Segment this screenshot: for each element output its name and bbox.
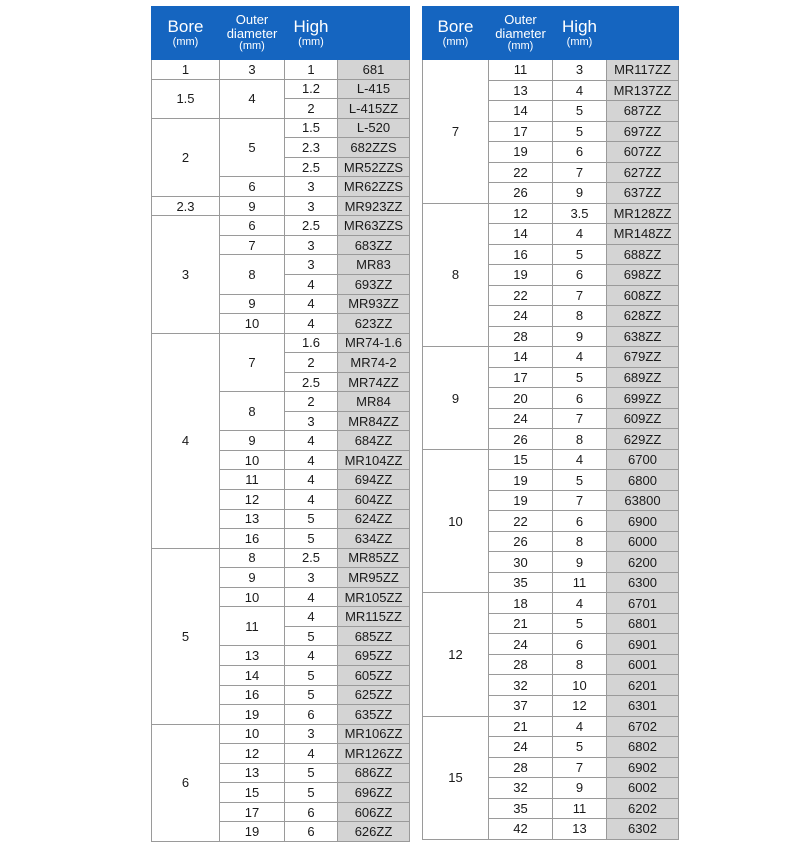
cell-outer-diameter: 19 xyxy=(489,142,553,163)
cell-part-number: MR84 xyxy=(338,392,410,412)
cell-high: 13 xyxy=(553,819,607,840)
cell-outer-diameter: 22 xyxy=(489,285,553,306)
cell-high: 4 xyxy=(553,593,607,614)
cell-outer-diameter: 10 xyxy=(220,587,285,607)
cell-high: 5 xyxy=(553,244,607,265)
cell-high: 2.5 xyxy=(285,372,338,392)
cell-outer-diameter: 9 xyxy=(220,294,285,314)
cell-outer-diameter: 10 xyxy=(220,314,285,334)
cell-high: 7 xyxy=(553,162,607,183)
cell-high: 9 xyxy=(553,183,607,204)
cell-part-number: 6301 xyxy=(607,695,679,716)
cell-part-number: L-415ZZ xyxy=(338,99,410,119)
header-outer-unit: (mm) xyxy=(239,40,265,53)
cell-high: 4 xyxy=(553,449,607,470)
header-bore-unit: (mm) xyxy=(442,35,469,48)
header-high-unit: (mm) xyxy=(298,35,324,48)
header-bore-unit: (mm) xyxy=(172,35,199,48)
cell-high: 4 xyxy=(285,314,338,334)
cell-part-number: MR148ZZ xyxy=(607,224,679,245)
cell-outer-diameter: 16 xyxy=(220,529,285,549)
cell-part-number: 6002 xyxy=(607,778,679,799)
cell-bore: 12 xyxy=(423,593,489,716)
cell-outer-diameter: 19 xyxy=(489,265,553,286)
cell-part-number: MR52ZZS xyxy=(338,157,410,177)
cell-high: 3.5 xyxy=(553,203,607,224)
cell-part-number: 685ZZ xyxy=(338,626,410,646)
cell-part-number: 6000 xyxy=(607,531,679,552)
header-outer-label-line1: Outer xyxy=(504,12,537,28)
cell-high: 6 xyxy=(553,265,607,286)
cell-part-number: 6900 xyxy=(607,511,679,532)
cell-high: 5 xyxy=(285,626,338,646)
cell-part-number: 684ZZ xyxy=(338,431,410,451)
table-row xyxy=(152,216,410,236)
cell-high: 2.3 xyxy=(285,138,338,158)
cell-outer-diameter: 28 xyxy=(489,326,553,347)
cell-high: 5 xyxy=(553,470,607,491)
table-row xyxy=(423,347,679,368)
cell-outer-diameter: 28 xyxy=(489,757,553,778)
cell-outer-diameter: 20 xyxy=(489,388,553,409)
cell-high: 4 xyxy=(285,646,338,666)
cell-part-number: 6901 xyxy=(607,634,679,655)
cell-high: 6 xyxy=(553,634,607,655)
cell-high: 8 xyxy=(553,306,607,327)
cell-part-number: 604ZZ xyxy=(338,490,410,510)
cell-high: 1 xyxy=(285,60,338,80)
table-row xyxy=(152,333,410,353)
cell-outer-diameter: 37 xyxy=(489,695,553,716)
table-body-right xyxy=(423,60,679,840)
cell-bore: 15 xyxy=(423,716,489,839)
cell-high: 1.6 xyxy=(285,333,338,353)
cell-part-number: 687ZZ xyxy=(607,101,679,122)
header-high xyxy=(553,7,607,60)
cell-outer-diameter: 13 xyxy=(220,646,285,666)
header-row xyxy=(152,7,410,60)
cell-part-number: 637ZZ xyxy=(607,183,679,204)
cell-high: 6 xyxy=(285,802,338,822)
cell-part-number: L-520 xyxy=(338,118,410,138)
header-bore xyxy=(423,7,489,60)
cell-high: 4 xyxy=(285,744,338,764)
cell-part-number: MR74-2 xyxy=(338,353,410,373)
cell-part-number: 605ZZ xyxy=(338,665,410,685)
cell-outer-diameter: 9 xyxy=(220,568,285,588)
cell-high: 1.2 xyxy=(285,79,338,99)
cell-outer-diameter: 24 xyxy=(489,306,553,327)
cell-outer-diameter: 10 xyxy=(220,724,285,744)
cell-high: 5 xyxy=(285,665,338,685)
cell-high: 5 xyxy=(553,367,607,388)
cell-outer-diameter: 19 xyxy=(489,490,553,511)
cell-high: 4 xyxy=(553,347,607,368)
cell-part-number: 695ZZ xyxy=(338,646,410,666)
cell-part-number: 606ZZ xyxy=(338,802,410,822)
cell-outer-diameter: 7 xyxy=(220,235,285,255)
cell-part-number: 689ZZ xyxy=(607,367,679,388)
cell-outer-diameter: 16 xyxy=(489,244,553,265)
table-row xyxy=(423,203,679,224)
cell-high: 6 xyxy=(285,822,338,842)
header-high-label: High xyxy=(562,16,597,36)
cell-outer-diameter: 15 xyxy=(220,783,285,803)
cell-outer-diameter: 26 xyxy=(489,531,553,552)
cell-high: 9 xyxy=(553,552,607,573)
cell-part-number: 6902 xyxy=(607,757,679,778)
cell-part-number: 679ZZ xyxy=(607,347,679,368)
cell-part-number: 626ZZ xyxy=(338,822,410,842)
bearing-table-right xyxy=(422,6,679,840)
cell-part-number: 624ZZ xyxy=(338,509,410,529)
cell-high: 7 xyxy=(553,490,607,511)
cell-part-number: 608ZZ xyxy=(607,285,679,306)
cell-part-number: 638ZZ xyxy=(607,326,679,347)
cell-outer-diameter: 14 xyxy=(220,665,285,685)
cell-part-number: 694ZZ xyxy=(338,470,410,490)
cell-high: 11 xyxy=(553,572,607,593)
header-part-number xyxy=(607,7,679,60)
cell-high: 1.5 xyxy=(285,118,338,138)
cell-part-number: 681 xyxy=(338,60,410,80)
cell-outer-diameter: 28 xyxy=(489,654,553,675)
cell-high: 4 xyxy=(553,224,607,245)
header-bore-label: Bore xyxy=(167,16,204,36)
cell-high: 2.5 xyxy=(285,157,338,177)
cell-high: 4 xyxy=(285,490,338,510)
cell-outer-diameter: 26 xyxy=(489,183,553,204)
cell-outer-diameter: 42 xyxy=(489,819,553,840)
cell-high: 2 xyxy=(285,353,338,373)
cell-outer-diameter: 8 xyxy=(220,392,285,431)
cell-part-number: MR115ZZ xyxy=(338,607,410,627)
cell-bore: 3 xyxy=(152,216,220,333)
cell-part-number: 6701 xyxy=(607,593,679,614)
cell-part-number: MR93ZZ xyxy=(338,294,410,314)
table-row xyxy=(152,60,410,80)
cell-part-number: 635ZZ xyxy=(338,705,410,725)
cell-outer-diameter: 15 xyxy=(489,449,553,470)
cell-outer-diameter: 14 xyxy=(489,101,553,122)
cell-bore: 4 xyxy=(152,333,220,548)
cell-part-number: MR105ZZ xyxy=(338,587,410,607)
cell-part-number: 686ZZ xyxy=(338,763,410,783)
cell-high: 10 xyxy=(553,675,607,696)
header-outer-diameter xyxy=(220,7,285,60)
cell-outer-diameter: 21 xyxy=(489,613,553,634)
table-row xyxy=(152,79,410,99)
cell-part-number: 634ZZ xyxy=(338,529,410,549)
cell-part-number: 609ZZ xyxy=(607,408,679,429)
table-header-right xyxy=(423,7,679,60)
cell-outer-diameter: 17 xyxy=(220,802,285,822)
cell-part-number: 623ZZ xyxy=(338,314,410,334)
cell-high: 5 xyxy=(553,737,607,758)
cell-part-number: 683ZZ xyxy=(338,235,410,255)
cell-high: 4 xyxy=(553,80,607,101)
cell-outer-diameter: 24 xyxy=(489,737,553,758)
cell-bore: 7 xyxy=(423,60,489,204)
cell-part-number: 6202 xyxy=(607,798,679,819)
cell-bore: 2.3 xyxy=(152,196,220,216)
cell-high: 4 xyxy=(553,716,607,737)
cell-part-number: 688ZZ xyxy=(607,244,679,265)
cell-high: 5 xyxy=(285,529,338,549)
cell-outer-diameter: 14 xyxy=(489,347,553,368)
cell-outer-diameter: 17 xyxy=(489,367,553,388)
cell-outer-diameter: 21 xyxy=(489,716,553,737)
cell-part-number: 698ZZ xyxy=(607,265,679,286)
table-header-left xyxy=(152,7,410,60)
table-row xyxy=(423,449,679,470)
cell-high: 6 xyxy=(553,142,607,163)
cell-high: 3 xyxy=(285,255,338,275)
cell-part-number: 628ZZ xyxy=(607,306,679,327)
cell-outer-diameter: 19 xyxy=(220,705,285,725)
table-row xyxy=(152,196,410,216)
cell-part-number: MR126ZZ xyxy=(338,744,410,764)
cell-high: 6 xyxy=(285,705,338,725)
cell-high: 8 xyxy=(553,531,607,552)
cell-high: 3 xyxy=(285,724,338,744)
cell-outer-diameter: 3 xyxy=(220,60,285,80)
cell-high: 6 xyxy=(553,388,607,409)
cell-outer-diameter: 13 xyxy=(489,80,553,101)
cell-part-number: 6800 xyxy=(607,470,679,491)
cell-high: 11 xyxy=(553,798,607,819)
header-bore-label: Bore xyxy=(437,16,474,36)
cell-outer-diameter: 7 xyxy=(220,333,285,392)
cell-high: 2.5 xyxy=(285,216,338,236)
table-row xyxy=(423,593,679,614)
cell-high: 7 xyxy=(553,757,607,778)
cell-part-number: MR104ZZ xyxy=(338,450,410,470)
cell-high: 4 xyxy=(285,294,338,314)
cell-part-number: MR117ZZ xyxy=(607,60,679,81)
header-high-unit: (mm) xyxy=(566,35,593,48)
cell-high: 5 xyxy=(285,763,338,783)
cell-high: 2 xyxy=(285,99,338,119)
cell-outer-diameter: 11 xyxy=(220,607,285,646)
cell-outer-diameter: 19 xyxy=(489,470,553,491)
cell-outer-diameter: 6 xyxy=(220,216,285,236)
cell-outer-diameter: 32 xyxy=(489,778,553,799)
cell-part-number: 607ZZ xyxy=(607,142,679,163)
cell-outer-diameter: 14 xyxy=(489,224,553,245)
cell-part-number: MR74-1.6 xyxy=(338,333,410,353)
cell-outer-diameter: 12 xyxy=(220,744,285,764)
cell-part-number: 6702 xyxy=(607,716,679,737)
cell-part-number: 699ZZ xyxy=(607,388,679,409)
cell-high: 5 xyxy=(553,121,607,142)
cell-part-number: 63800 xyxy=(607,490,679,511)
table-row xyxy=(152,548,410,568)
cell-high: 7 xyxy=(553,408,607,429)
cell-outer-diameter: 24 xyxy=(489,634,553,655)
cell-high: 4 xyxy=(285,607,338,627)
cell-bore: 5 xyxy=(152,548,220,724)
cell-part-number: 693ZZ xyxy=(338,275,410,295)
cell-outer-diameter: 6 xyxy=(220,177,285,197)
cell-high: 5 xyxy=(553,101,607,122)
cell-high: 5 xyxy=(285,783,338,803)
cell-part-number: 697ZZ xyxy=(607,121,679,142)
cell-high: 12 xyxy=(553,695,607,716)
cell-high: 9 xyxy=(553,778,607,799)
cell-high: 3 xyxy=(285,177,338,197)
header-outer-diameter xyxy=(489,7,553,60)
cell-outer-diameter: 22 xyxy=(489,511,553,532)
header-part-number xyxy=(338,7,410,60)
cell-part-number: MR106ZZ xyxy=(338,724,410,744)
cell-part-number: 627ZZ xyxy=(607,162,679,183)
cell-part-number: 6001 xyxy=(607,654,679,675)
cell-outer-diameter: 5 xyxy=(220,118,285,177)
cell-outer-diameter: 11 xyxy=(220,470,285,490)
cell-outer-diameter: 8 xyxy=(220,255,285,294)
header-bore xyxy=(152,7,220,60)
cell-part-number: 6302 xyxy=(607,819,679,840)
cell-high: 3 xyxy=(285,235,338,255)
cell-outer-diameter: 17 xyxy=(489,121,553,142)
cell-part-number: MR62ZZS xyxy=(338,177,410,197)
cell-part-number: MR128ZZ xyxy=(607,203,679,224)
cell-outer-diameter: 12 xyxy=(220,490,285,510)
cell-high: 2.5 xyxy=(285,548,338,568)
cell-part-number: MR85ZZ xyxy=(338,548,410,568)
cell-bore: 1.5 xyxy=(152,79,220,118)
cell-outer-diameter: 13 xyxy=(220,509,285,529)
cell-outer-diameter: 19 xyxy=(220,822,285,842)
cell-outer-diameter: 22 xyxy=(489,162,553,183)
cell-part-number: MR137ZZ xyxy=(607,80,679,101)
cell-outer-diameter: 30 xyxy=(489,552,553,573)
table-row xyxy=(152,118,410,138)
cell-outer-diameter: 12 xyxy=(489,203,553,224)
cell-outer-diameter: 9 xyxy=(220,196,285,216)
cell-high: 5 xyxy=(553,613,607,634)
cell-high: 5 xyxy=(285,685,338,705)
cell-outer-diameter: 16 xyxy=(220,685,285,705)
cell-outer-diameter: 18 xyxy=(489,593,553,614)
cell-outer-diameter: 35 xyxy=(489,572,553,593)
table-body-left xyxy=(152,60,410,842)
cell-part-number: 6200 xyxy=(607,552,679,573)
cell-high: 9 xyxy=(553,326,607,347)
cell-part-number: 6700 xyxy=(607,449,679,470)
table-row xyxy=(423,716,679,737)
cell-outer-diameter: 9 xyxy=(220,431,285,451)
cell-bore: 1 xyxy=(152,60,220,80)
cell-high: 2 xyxy=(285,392,338,412)
cell-high: 6 xyxy=(553,511,607,532)
header-high-label: High xyxy=(293,16,329,36)
cell-outer-diameter: 10 xyxy=(220,450,285,470)
cell-high: 8 xyxy=(553,429,607,450)
table-row xyxy=(423,60,679,81)
cell-outer-diameter: 8 xyxy=(220,548,285,568)
header-outer-label-line1: Outer xyxy=(235,12,269,28)
cell-outer-diameter: 24 xyxy=(489,408,553,429)
cell-outer-diameter: 35 xyxy=(489,798,553,819)
cell-high: 3 xyxy=(285,411,338,431)
cell-high: 5 xyxy=(285,509,338,529)
cell-bore: 2 xyxy=(152,118,220,196)
cell-part-number: MR83 xyxy=(338,255,410,275)
cell-part-number: MR63ZZS xyxy=(338,216,410,236)
cell-part-number: 696ZZ xyxy=(338,783,410,803)
header-high xyxy=(285,7,338,60)
cell-high: 4 xyxy=(285,450,338,470)
left-table-block xyxy=(151,6,410,842)
cell-outer-diameter: 13 xyxy=(220,763,285,783)
cell-part-number: 6300 xyxy=(607,572,679,593)
header-outer-label-line2: diameter xyxy=(226,25,278,41)
cell-bore: 6 xyxy=(152,724,220,841)
cell-high: 3 xyxy=(285,568,338,588)
cell-part-number: 6801 xyxy=(607,613,679,634)
header-outer-unit: (mm) xyxy=(507,40,534,53)
cell-outer-diameter: 32 xyxy=(489,675,553,696)
cell-high: 7 xyxy=(553,285,607,306)
header-outer-label-line2: diameter xyxy=(495,25,546,41)
cell-part-number: 6201 xyxy=(607,675,679,696)
cell-part-number: 629ZZ xyxy=(607,429,679,450)
table-row xyxy=(152,724,410,744)
cell-part-number: MR84ZZ xyxy=(338,411,410,431)
cell-high: 4 xyxy=(285,470,338,490)
bearing-table-left xyxy=(151,6,410,842)
cell-high: 3 xyxy=(285,196,338,216)
cell-part-number: MR74ZZ xyxy=(338,372,410,392)
cell-part-number: MR95ZZ xyxy=(338,568,410,588)
cell-high: 4 xyxy=(285,275,338,295)
cell-outer-diameter: 26 xyxy=(489,429,553,450)
cell-part-number: 682ZZS xyxy=(338,138,410,158)
cell-part-number: 625ZZ xyxy=(338,685,410,705)
cell-outer-diameter: 11 xyxy=(489,60,553,81)
cell-high: 8 xyxy=(553,654,607,675)
right-table-block xyxy=(422,6,679,840)
cell-part-number: MR923ZZ xyxy=(338,196,410,216)
cell-part-number: 6802 xyxy=(607,737,679,758)
cell-bore: 8 xyxy=(423,203,489,347)
cell-high: 3 xyxy=(553,60,607,81)
cell-part-number: L-415 xyxy=(338,79,410,99)
cell-high: 4 xyxy=(285,431,338,451)
cell-high: 4 xyxy=(285,587,338,607)
cell-bore: 9 xyxy=(423,347,489,450)
header-row xyxy=(423,7,679,60)
cell-outer-diameter: 4 xyxy=(220,79,285,118)
cell-bore: 10 xyxy=(423,449,489,593)
